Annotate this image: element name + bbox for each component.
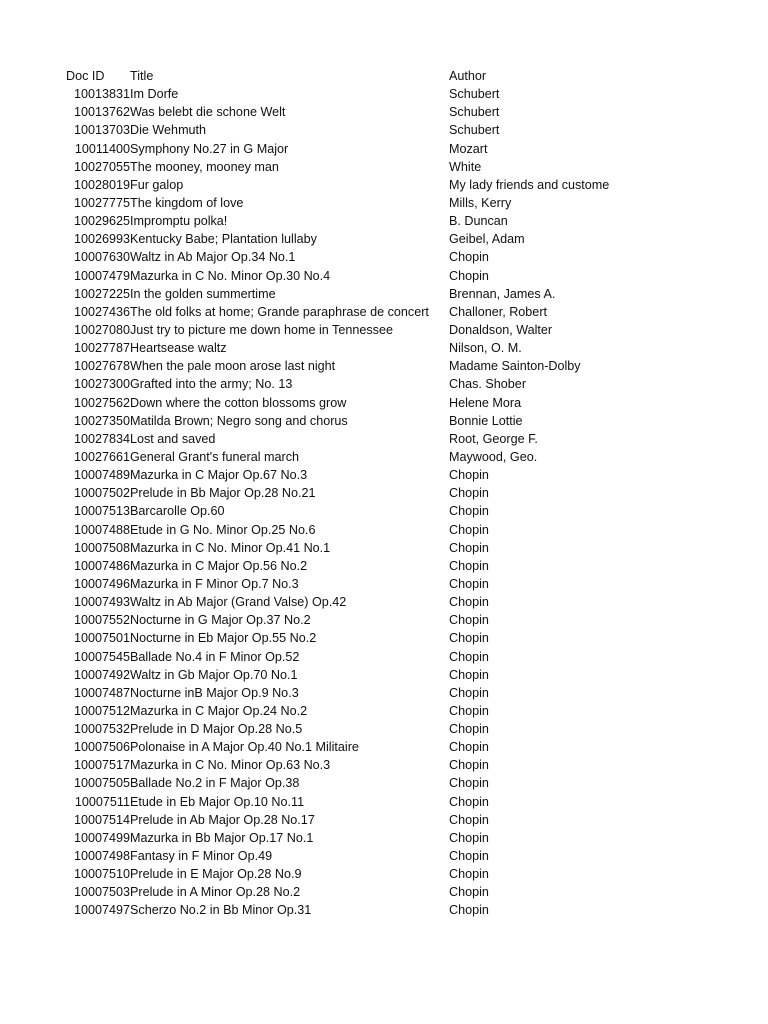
doc-id-cell: 10007493 [73, 595, 130, 610]
table-header-row [66, 67, 706, 85]
title-cell: Prelude in Ab Major Op.28 No.17 [130, 812, 315, 827]
author-cell: Chopin [449, 722, 489, 737]
doc-id-cell: 10007497 [73, 903, 130, 918]
title-cell: Barcarolle Op.60 [130, 504, 225, 519]
title-cell: Mazurka in C No. Minor Op.41 No.1 [130, 540, 331, 555]
doc-id-header: Doc ID [66, 69, 105, 83]
doc-id-cell: 10027080 [73, 322, 130, 337]
document-table [66, 67, 706, 920]
doc-id-cell: 10007479 [73, 268, 130, 283]
author-cell: Challoner, Robert [449, 304, 548, 319]
table-row [66, 629, 706, 647]
author-cell: Chopin [449, 740, 489, 755]
title-cell: Symphony No.27 in G Major [130, 141, 289, 156]
table-row [66, 811, 706, 829]
author-cell: Chopin [449, 703, 489, 718]
title-cell: Im Dorfe [130, 87, 179, 102]
author-header: Author [449, 69, 487, 83]
doc-id-cell: 10007514 [73, 812, 130, 827]
author-cell: Madame Sainton-Dolby [449, 359, 581, 374]
doc-id-cell: 10007532 [73, 722, 130, 737]
title-cell: Lost and saved [130, 431, 216, 446]
table-row [66, 339, 706, 357]
table-row [66, 321, 706, 339]
doc-id-cell: 10007513 [73, 504, 130, 519]
doc-id-cell: 10007630 [73, 250, 130, 265]
doc-id-cell: 10007489 [73, 468, 130, 483]
table-row [66, 267, 706, 285]
table-row [66, 176, 706, 194]
title-cell: Die Wehmuth [130, 123, 207, 138]
table-row [66, 248, 706, 266]
author-cell: Chas. Shober [449, 377, 527, 392]
author-cell: Chopin [449, 576, 489, 591]
table-row [66, 466, 706, 484]
table-row [66, 448, 706, 466]
title-cell: Prelude in E Major Op.28 No.9 [130, 867, 302, 882]
title-cell: Was belebt die schone Welt [130, 105, 286, 120]
author-cell: Chopin [449, 867, 489, 882]
author-cell: Helene Mora [449, 395, 522, 410]
doc-id-cell: 10027562 [73, 395, 130, 410]
table-body [66, 85, 706, 919]
doc-id-cell: 10007492 [73, 667, 130, 682]
author-cell: Maywood, Geo. [449, 449, 538, 464]
author-cell: Chopin [449, 558, 489, 573]
title-cell: Mazurka in C No. Minor Op.30 No.4 [130, 268, 331, 283]
title-cell: Scherzo No.2 in Bb Minor Op.31 [130, 903, 312, 918]
table-row [66, 829, 706, 847]
table-row [66, 774, 706, 792]
doc-id-cell: 10007552 [73, 613, 130, 628]
table-row [66, 738, 706, 756]
author-cell: Mills, Kerry [449, 195, 512, 210]
table-row [66, 230, 706, 248]
title-cell: The mooney, mooney man [130, 159, 279, 174]
title-cell: Mazurka in F Minor Op.7 No.3 [130, 576, 299, 591]
table-row [66, 521, 706, 539]
doc-id-cell: 10026993 [73, 232, 130, 247]
table-row [66, 756, 706, 774]
doc-id-cell: 10007499 [73, 830, 130, 845]
author-cell: Chopin [449, 758, 489, 773]
title-header: Title [130, 69, 154, 83]
author-cell: Chopin [449, 812, 489, 827]
doc-id-cell: 10013762 [73, 105, 130, 120]
author-cell: Brennan, James A. [449, 286, 556, 301]
doc-id-cell: 10007488 [73, 522, 130, 537]
doc-id-cell: 10007503 [73, 885, 130, 900]
doc-id-cell: 10007506 [73, 740, 130, 755]
table-row [66, 883, 706, 901]
doc-id-cell: 10007517 [73, 758, 130, 773]
title-cell: Prelude in D Major Op.28 No.5 [130, 722, 303, 737]
doc-id-cell: 10027775 [73, 195, 130, 210]
title-cell: General Grant's funeral march [130, 449, 299, 464]
doc-id-cell: 10007486 [73, 558, 130, 573]
title-cell: Kentucky Babe; Plantation lullaby [130, 232, 317, 247]
author-cell: Chopin [449, 776, 489, 791]
title-cell: Nocturne inB Major Op.9 No.3 [130, 685, 299, 700]
author-cell: Mozart [449, 141, 488, 156]
title-cell: The old folks at home; Grande paraphrase de concert [130, 304, 429, 319]
title-cell: Mazurka in C Major Op.24 No.2 [130, 703, 308, 718]
author-cell: B. Duncan [449, 214, 508, 229]
table-row [66, 865, 706, 883]
table-row [66, 303, 706, 321]
table-row [66, 212, 706, 230]
author-cell: Chopin [449, 504, 489, 519]
doc-id-cell: 10027787 [73, 341, 130, 356]
author-cell: Chopin [449, 468, 489, 483]
title-cell: Mazurka in C Major Op.56 No.2 [130, 558, 308, 573]
title-cell: Grafted into the army; No. 13 [130, 377, 293, 392]
title-cell: When the pale moon arose last night [130, 359, 336, 374]
doc-id-cell: 10007487 [73, 685, 130, 700]
title-cell: The kingdom of love [130, 195, 244, 210]
author-cell: Chopin [449, 830, 489, 845]
author-cell: Root, George F. [449, 431, 538, 446]
doc-id-cell: 10011400 [74, 141, 130, 156]
author-cell: Donaldson, Walter [449, 322, 553, 337]
title-cell: Down where the cotton blossoms grow [130, 395, 347, 410]
table-row [66, 121, 706, 139]
doc-id-cell: 10007501 [73, 631, 130, 646]
author-cell: Chopin [449, 522, 489, 537]
author-cell: Bonnie Lottie [449, 413, 523, 428]
table-row [66, 412, 706, 430]
doc-id-cell: 10007511 [74, 794, 130, 809]
title-cell: Waltz in Ab Major Op.34 No.1 [130, 250, 296, 265]
doc-id-cell: 10027834 [73, 431, 130, 446]
table-row [66, 557, 706, 575]
title-cell: Fantasy in F Minor Op.49 [130, 849, 273, 864]
author-cell: Chopin [449, 613, 489, 628]
title-cell: Mazurka in Bb Major Op.17 No.1 [130, 830, 314, 845]
author-cell: Chopin [449, 849, 489, 864]
table-row [66, 648, 706, 666]
title-cell: Prelude in Bb Major Op.28 No.21 [130, 486, 316, 501]
doc-id-cell: 10028019 [73, 177, 130, 192]
title-cell: Impromptu polka! [130, 214, 228, 229]
doc-id-cell: 10013703 [73, 123, 130, 138]
author-cell: Schubert [449, 105, 500, 120]
author-cell: Chopin [449, 649, 489, 664]
title-cell: Heartsease waltz [130, 341, 227, 356]
table-row [66, 285, 706, 303]
author-cell: White [449, 159, 482, 174]
title-cell: Polonaise in A Major Op.40 No.1 Militaire [130, 740, 359, 755]
author-cell: My lady friends and custome [449, 177, 610, 192]
title-cell: Waltz in Ab Major (Grand Valse) Op.42 [130, 595, 347, 610]
title-cell: Ballade No.4 in F Minor Op.52 [130, 649, 300, 664]
title-cell: Mazurka in C No. Minor Op.63 No.3 [130, 758, 331, 773]
title-cell: Just try to picture me down home in Tennessee [130, 322, 393, 337]
title-cell: Ballade No.2 in F Major Op.38 [130, 776, 300, 791]
title-cell: Matilda Brown; Negro song and chorus [130, 413, 348, 428]
author-cell: Chopin [449, 540, 489, 555]
table-row [66, 194, 706, 212]
doc-id-cell: 10007510 [73, 867, 130, 882]
table-row [66, 847, 706, 865]
doc-id-cell: 10007505 [73, 776, 130, 791]
doc-id-cell: 10007498 [73, 849, 130, 864]
author-cell: Chopin [449, 885, 489, 900]
table-row [66, 394, 706, 412]
table-row [66, 85, 706, 103]
doc-id-cell: 10013831 [73, 87, 130, 102]
author-cell: Chopin [449, 250, 489, 265]
doc-id-cell: 10029625 [73, 214, 130, 229]
table-row [66, 702, 706, 720]
table-row [66, 793, 706, 811]
table-row [66, 375, 706, 393]
doc-id-cell: 10027225 [73, 286, 130, 301]
table-row [66, 103, 706, 121]
table-row [66, 720, 706, 738]
author-cell: Chopin [449, 685, 489, 700]
author-cell: Schubert [449, 123, 500, 138]
doc-id-cell: 10007512 [73, 703, 130, 718]
doc-id-cell: 10007496 [73, 576, 130, 591]
title-cell: Mazurka in C Major Op.67 No.3 [130, 468, 308, 483]
author-cell: Nilson, O. M. [449, 341, 522, 356]
author-cell: Chopin [449, 595, 489, 610]
table-row [66, 684, 706, 702]
table-row [66, 158, 706, 176]
title-cell: Prelude in A Minor Op.28 No.2 [130, 885, 301, 900]
title-cell: Etude in G No. Minor Op.25 No.6 [130, 522, 316, 537]
doc-id-cell: 10007545 [73, 649, 130, 664]
doc-id-cell: 10027661 [73, 449, 130, 464]
title-cell: Waltz in Gb Major Op.70 No.1 [130, 667, 298, 682]
author-cell: Chopin [449, 667, 489, 682]
table-row [66, 484, 706, 502]
doc-id-cell: 10027300 [73, 377, 130, 392]
table-row [66, 611, 706, 629]
title-cell: Fur galop [130, 177, 184, 192]
table-row [66, 901, 706, 919]
author-cell: Chopin [449, 794, 489, 809]
author-cell: Chopin [449, 903, 489, 918]
author-cell: Geibel, Adam [449, 232, 525, 247]
table-row [66, 357, 706, 375]
table-row [66, 502, 706, 520]
author-cell: Schubert [449, 87, 500, 102]
doc-id-cell: 10027436 [73, 304, 130, 319]
author-cell: Chopin [449, 631, 489, 646]
doc-id-cell: 10027350 [73, 413, 130, 428]
table-row [66, 430, 706, 448]
title-cell: Etude in Eb Major Op.10 No.11 [130, 794, 305, 809]
doc-id-cell: 10027678 [73, 359, 130, 374]
doc-id-cell: 10007502 [73, 486, 130, 501]
doc-id-cell: 10007508 [73, 540, 130, 555]
table-row [66, 539, 706, 557]
table-row [66, 666, 706, 684]
title-cell: Nocturne in Eb Major Op.55 No.2 [130, 631, 317, 646]
author-cell: Chopin [449, 268, 489, 283]
table-row [66, 593, 706, 611]
title-cell: Nocturne in G Major Op.37 No.2 [130, 613, 311, 628]
author-cell: Chopin [449, 486, 489, 501]
title-cell: In the golden summertime [130, 286, 276, 301]
table-row [66, 575, 706, 593]
table-row [66, 140, 706, 158]
doc-id-cell: 10027055 [73, 159, 130, 174]
